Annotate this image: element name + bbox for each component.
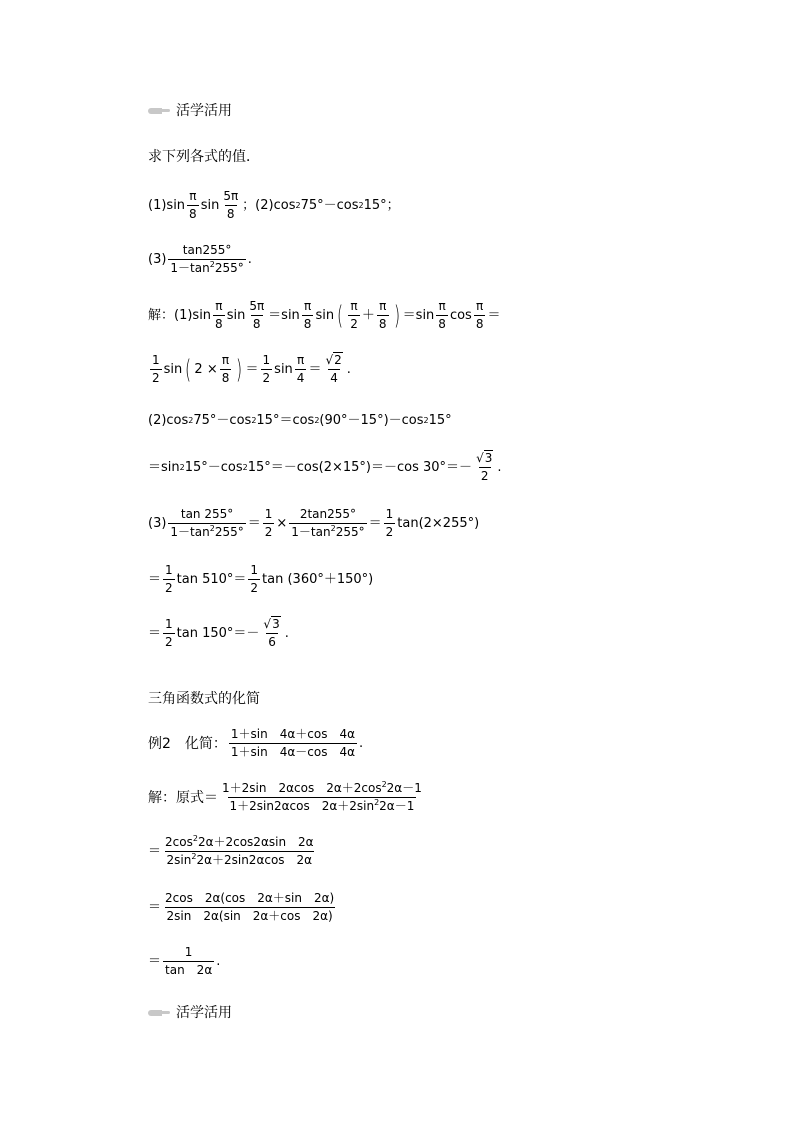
text: . bbox=[346, 362, 351, 378]
denominator: 2 bbox=[350, 317, 358, 332]
denominator: 2 bbox=[385, 525, 394, 540]
fraction bbox=[187, 190, 199, 221]
exponent: 2 bbox=[192, 834, 198, 843]
text: . bbox=[497, 460, 502, 476]
numerator: 1 bbox=[385, 507, 394, 521]
text: 15°－cos bbox=[184, 460, 243, 476]
solution-2-line-2: ＝sin 2 15°－cos 2 15°＝－cos(2×15°)＝－cos 30°＝－ $\frac{√3}{2}$ . bbox=[148, 451, 502, 484]
text: sin bbox=[274, 362, 293, 378]
numerator: π bbox=[379, 299, 387, 313]
fraction bbox=[163, 836, 316, 867]
solution-1-line-1 bbox=[148, 300, 500, 331]
section-title: 三角函数式的化简 bbox=[148, 691, 260, 707]
exponent: 2 bbox=[374, 798, 380, 808]
section-heading-practice bbox=[148, 104, 232, 118]
text: 255° bbox=[335, 525, 365, 540]
text: 255° bbox=[214, 261, 244, 276]
fraction bbox=[163, 946, 214, 977]
text: 15° bbox=[428, 413, 452, 428]
numerator: π bbox=[221, 353, 230, 367]
text: 2sin bbox=[166, 853, 192, 868]
text: ＋ bbox=[361, 308, 375, 324]
text: (2)cos bbox=[148, 413, 189, 428]
denominator: 2 bbox=[250, 581, 259, 596]
numerator: tan 255° bbox=[180, 507, 234, 521]
denominator: 2 bbox=[264, 525, 273, 540]
text: (3) bbox=[148, 516, 167, 532]
numerator bbox=[474, 452, 495, 467]
fraction bbox=[163, 892, 336, 923]
left-paren: ( bbox=[185, 354, 192, 385]
right-paren: ) bbox=[393, 300, 400, 331]
fraction bbox=[302, 300, 314, 331]
text: ＝sin bbox=[402, 308, 435, 324]
example-solution-line-1 bbox=[148, 782, 426, 813]
denominator: 8 bbox=[221, 371, 230, 386]
text: (3) bbox=[148, 252, 167, 268]
pointing-hand-icon bbox=[148, 106, 170, 116]
text: ＝ bbox=[487, 308, 501, 324]
sqrt: √3 bbox=[263, 617, 280, 631]
fraction bbox=[150, 354, 162, 385]
fraction bbox=[168, 244, 245, 275]
numerator: π bbox=[304, 299, 312, 313]
text: sin bbox=[226, 308, 246, 324]
numerator: π bbox=[350, 299, 358, 313]
text: 255° bbox=[214, 525, 244, 540]
denominator: 8 bbox=[226, 207, 235, 222]
text: cos bbox=[449, 308, 472, 324]
solution-3-line-2 bbox=[148, 564, 373, 595]
fraction bbox=[261, 354, 273, 385]
denominator bbox=[228, 797, 417, 813]
text: ＝ bbox=[148, 844, 162, 860]
text: . bbox=[247, 252, 252, 268]
denominator: 2 bbox=[262, 371, 271, 386]
text: tan 510°＝ bbox=[176, 572, 247, 588]
text: 2α＋2sin2αcos 2α bbox=[196, 853, 313, 868]
radicand: 2 bbox=[334, 353, 342, 367]
radicand: 3 bbox=[484, 451, 493, 465]
denominator: 8 bbox=[189, 207, 197, 222]
text: ＝ bbox=[148, 900, 162, 916]
denominator bbox=[168, 523, 245, 539]
text: . bbox=[284, 626, 289, 642]
text: 1－tan bbox=[291, 525, 331, 540]
numerator: 1＋sin 4α＋cos 4α bbox=[230, 727, 356, 741]
denominator: 8 bbox=[378, 317, 387, 332]
numerator bbox=[323, 354, 344, 369]
exponent: 2 bbox=[209, 260, 215, 270]
fraction bbox=[348, 300, 360, 331]
denominator: tan 2α bbox=[165, 963, 213, 978]
numerator: 5π bbox=[249, 299, 265, 313]
example-solution-line-3 bbox=[148, 892, 338, 923]
example-solution-line-4 bbox=[148, 946, 220, 977]
fraction bbox=[436, 300, 448, 331]
numerator: π bbox=[189, 189, 197, 203]
right-paren: ) bbox=[236, 354, 243, 385]
text: 2α－1 bbox=[379, 799, 415, 814]
text: . bbox=[359, 736, 364, 752]
text: ＝ bbox=[245, 362, 259, 378]
exponent: 2 bbox=[330, 524, 336, 534]
section-heading-text: 活学活用 bbox=[176, 103, 232, 119]
text: 2α－1 bbox=[386, 781, 422, 795]
text: 1－tan bbox=[170, 261, 210, 276]
example-2 bbox=[148, 728, 363, 759]
text: (90°－15°)－cos bbox=[319, 413, 424, 428]
numerator: 2tan255° bbox=[299, 507, 357, 521]
text: sin bbox=[200, 198, 220, 214]
solution-2-line-1: (2)cos 2 75°－cos 2 15°＝cos 2 (90°－15°)－cos 2 15° bbox=[148, 413, 452, 428]
text: 1＋2sin2αcos 2α＋2sin bbox=[229, 799, 375, 814]
fraction bbox=[163, 618, 175, 649]
text: ＝ bbox=[148, 572, 162, 588]
text: tan 150°＝－ bbox=[176, 626, 260, 642]
numerator: π bbox=[438, 299, 446, 313]
denominator: 6 bbox=[268, 635, 276, 650]
text: 2cos bbox=[165, 835, 193, 849]
fraction bbox=[377, 300, 389, 331]
denominator: 8 bbox=[303, 317, 312, 332]
text: 15°＝cos bbox=[256, 413, 315, 428]
text: sin bbox=[315, 308, 335, 324]
text: ＝sin bbox=[148, 460, 180, 476]
text: . bbox=[216, 954, 221, 970]
denominator: 8 bbox=[252, 317, 261, 332]
fraction bbox=[168, 508, 245, 539]
fraction bbox=[221, 190, 240, 221]
fraction bbox=[229, 728, 357, 759]
example-solution-line-2 bbox=[148, 836, 318, 867]
solution-1-line-2 bbox=[148, 354, 351, 385]
text: ＝ bbox=[308, 362, 322, 378]
text: 解：原式＝ bbox=[148, 789, 218, 806]
text: tan (360°＋150°) bbox=[262, 572, 374, 588]
numerator: 1 bbox=[165, 563, 173, 577]
denominator bbox=[165, 851, 315, 867]
fraction bbox=[323, 354, 344, 385]
text: ＝sin bbox=[268, 308, 300, 324]
denominator: 4 bbox=[296, 371, 305, 386]
problem-3 bbox=[148, 244, 252, 275]
text: × bbox=[276, 516, 288, 532]
numerator bbox=[220, 782, 424, 797]
fraction bbox=[248, 564, 260, 595]
numerator: π bbox=[476, 299, 484, 313]
text: ；(2)cos bbox=[242, 198, 296, 214]
fraction bbox=[261, 618, 282, 649]
denominator: 8 bbox=[475, 317, 484, 332]
exponent: 2 bbox=[191, 852, 197, 862]
task-text: 求下列各式的值． bbox=[148, 149, 260, 165]
text: ＝ bbox=[148, 626, 162, 642]
fraction bbox=[295, 354, 307, 385]
solution-3-line-3 bbox=[148, 618, 289, 649]
numerator: 1 bbox=[262, 353, 271, 367]
text: 1－tan bbox=[170, 525, 210, 540]
fraction bbox=[474, 452, 495, 483]
denominator: 2 bbox=[480, 469, 489, 484]
denominator: 4 bbox=[330, 371, 338, 386]
fraction bbox=[263, 508, 275, 539]
denominator: 2 bbox=[165, 581, 173, 596]
text: 1＋2sin 2αcos 2α＋2cos bbox=[222, 781, 382, 795]
numerator: 5π bbox=[223, 189, 239, 203]
text: (1)sin bbox=[148, 198, 186, 214]
denominator: 8 bbox=[438, 317, 446, 332]
numerator bbox=[261, 618, 282, 633]
text: 15°； bbox=[363, 198, 400, 214]
fraction bbox=[289, 508, 366, 539]
denominator bbox=[168, 259, 245, 275]
denominator bbox=[289, 523, 366, 539]
text: ＝ bbox=[247, 516, 261, 532]
denominator: 2sin 2α(sin 2α＋cos 2α) bbox=[166, 909, 333, 924]
section-heading-practice-bottom bbox=[148, 1006, 232, 1020]
denominator: 2 bbox=[152, 371, 160, 386]
numerator: 1 bbox=[264, 507, 273, 521]
problem-1-2: (1)sin $\frac{\pi}{8}$ sin $\frac{5\pi}{8}$ ；(2)cos 2 75°－cos 2 15°； bbox=[148, 189, 400, 222]
left-paren: ( bbox=[337, 300, 344, 331]
text: 解：(1)sin bbox=[148, 308, 212, 324]
text: sin bbox=[163, 362, 183, 378]
solution-3-line-1 bbox=[148, 508, 479, 539]
numerator: 1 bbox=[165, 617, 173, 631]
text: 75°－cos bbox=[300, 198, 359, 214]
denominator: 1＋sin 4α－cos 4α bbox=[230, 745, 356, 760]
fraction bbox=[163, 564, 175, 595]
numerator: 1 bbox=[184, 945, 193, 959]
numerator: 1 bbox=[152, 353, 160, 367]
pointing-hand-icon bbox=[148, 1008, 170, 1018]
example-label: 例2 化简： bbox=[148, 735, 227, 752]
exponent: 2 bbox=[209, 524, 215, 534]
numerator: 2cos 2α(cos 2α＋sin 2α) bbox=[165, 891, 335, 905]
text: tan(2×255°) bbox=[397, 516, 480, 532]
text: 2 × bbox=[194, 362, 218, 378]
text: ＝ bbox=[148, 954, 162, 970]
exponent: 2 bbox=[381, 780, 387, 789]
fraction bbox=[220, 354, 232, 385]
numerator bbox=[163, 836, 316, 851]
text: ＝ bbox=[368, 516, 382, 532]
sqrt: √3 bbox=[476, 451, 493, 465]
denominator: 8 bbox=[215, 317, 223, 332]
fraction bbox=[213, 300, 225, 331]
text: 15°＝－cos(2×15°)＝－cos 30°＝－ bbox=[247, 460, 473, 476]
numerator: tan255° bbox=[182, 243, 232, 257]
numerator: π bbox=[215, 299, 223, 313]
section-heading-text: 活学活用 bbox=[176, 1005, 232, 1021]
numerator: 1 bbox=[250, 563, 259, 577]
fraction bbox=[220, 782, 424, 813]
denominator: 2 bbox=[165, 635, 173, 650]
sqrt: √2 bbox=[325, 353, 342, 367]
numerator: π bbox=[297, 353, 305, 367]
text: 75°－cos bbox=[193, 413, 252, 428]
fraction bbox=[384, 508, 396, 539]
text: 2α＋2cos2αsin 2α bbox=[197, 835, 314, 849]
radicand: 3 bbox=[272, 617, 280, 631]
fraction bbox=[474, 300, 486, 331]
fraction bbox=[247, 300, 266, 331]
